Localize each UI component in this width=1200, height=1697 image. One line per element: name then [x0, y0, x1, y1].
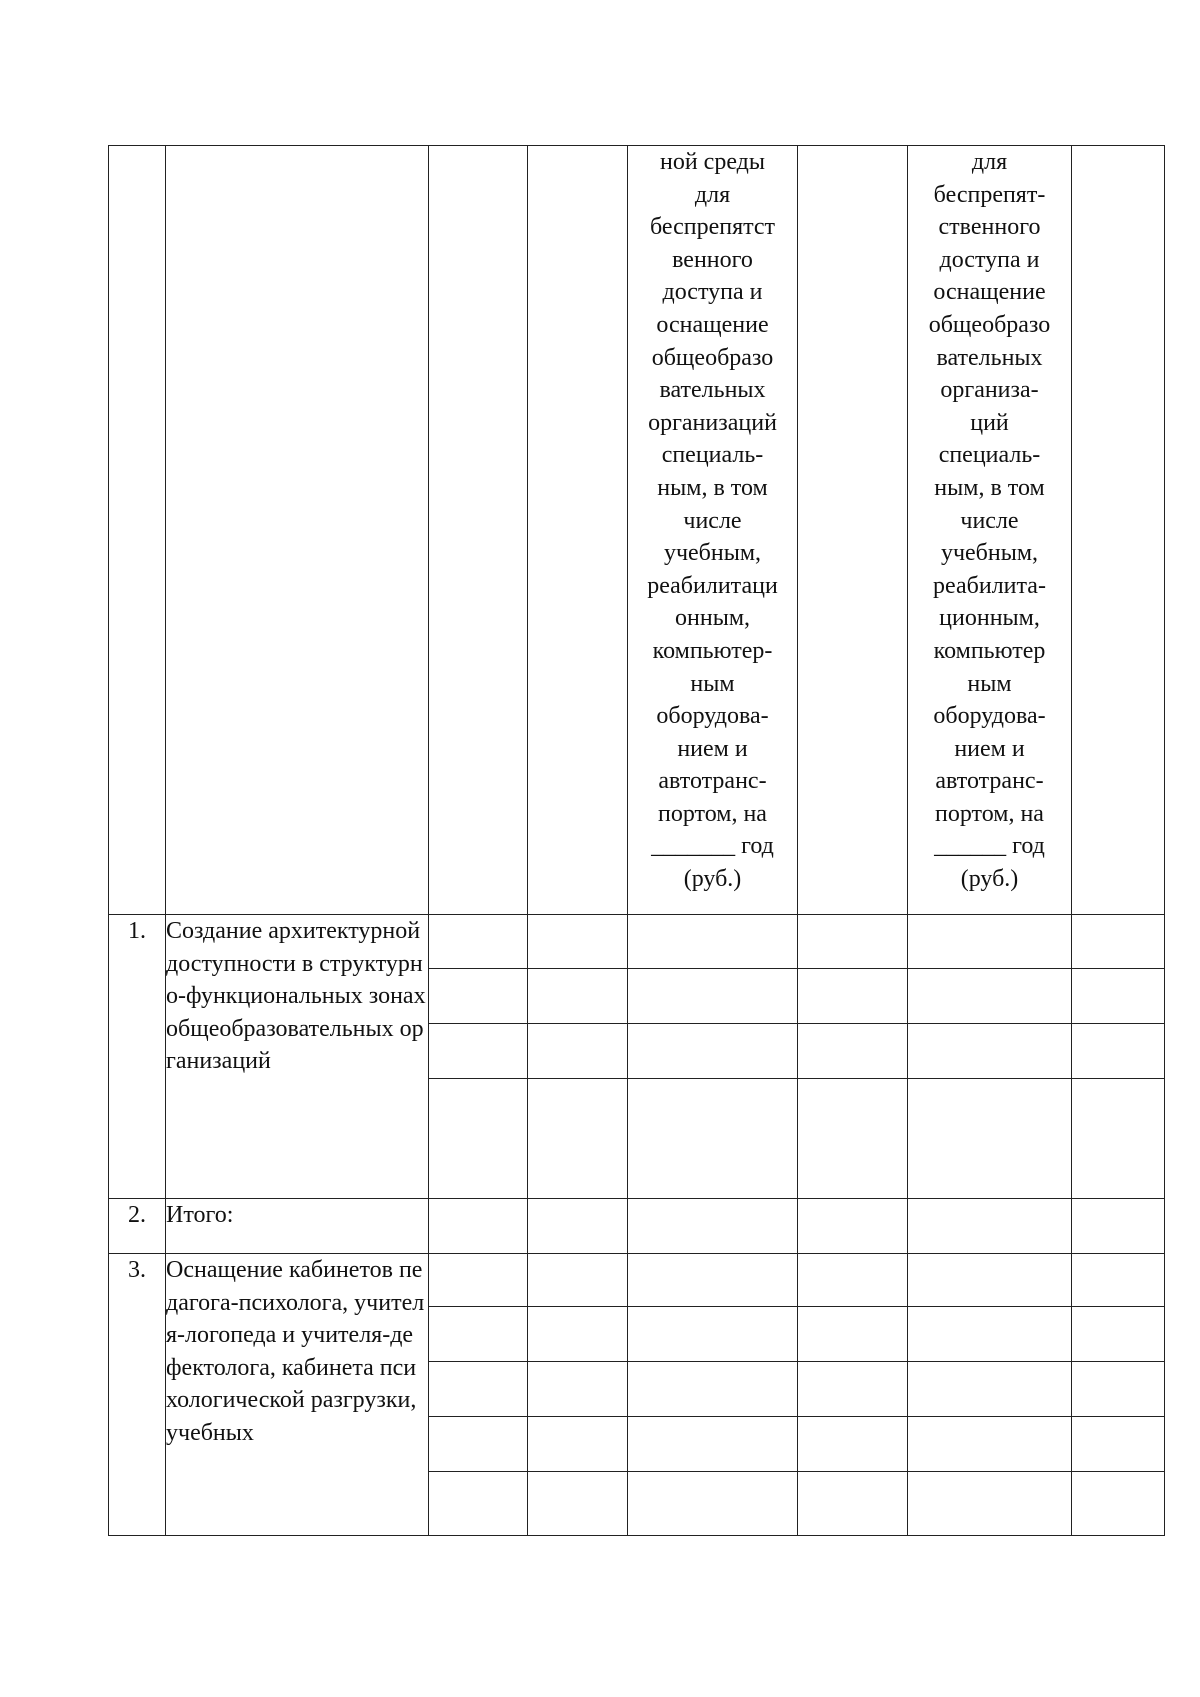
table-cell: [1072, 1417, 1165, 1472]
table-cell: [528, 1307, 628, 1362]
table-cell: [429, 1024, 528, 1079]
table-cell: [798, 969, 908, 1024]
table-cell: [908, 1079, 1072, 1199]
table-cell: [1072, 969, 1165, 1024]
table-cell: [628, 969, 798, 1024]
table-cell: [628, 1199, 798, 1254]
header-cell-5: ной среды для беспрепятст венного доступа и оснащение общеобразо вательных организаций специаль- ным, в том числе учебным, реабилитаци онным, компьютер- ным оборудова- нием и автотранс- портом, на _______ год (руб.): [628, 146, 798, 915]
table-cell: [798, 1254, 908, 1307]
row-label: Итого:: [166, 1199, 429, 1254]
table-cell: [429, 1362, 528, 1417]
header-cell-name: [166, 146, 429, 915]
table-cell: [429, 1199, 528, 1254]
table-cell: [908, 1472, 1072, 1536]
table-cell: [798, 1307, 908, 1362]
table-cell: [1072, 915, 1165, 969]
header-cell-4: [528, 146, 628, 915]
table-cell: [628, 1417, 798, 1472]
table-cell: [908, 1307, 1072, 1362]
row-number: 2.: [109, 1199, 166, 1254]
table-cell: [798, 1417, 908, 1472]
budget-table: [108, 145, 1165, 1536]
table-cell: [1072, 1079, 1165, 1199]
table-cell: [429, 1079, 528, 1199]
header-cell-6: [798, 146, 908, 915]
table-cell: [1072, 1199, 1165, 1254]
table-cell: [628, 1079, 798, 1199]
table-cell: [1072, 1254, 1165, 1307]
header-cell-number: [109, 146, 166, 915]
table-cell: [528, 1472, 628, 1536]
table-cell: [628, 1307, 798, 1362]
table-cell: [1072, 1472, 1165, 1536]
table-cell: [798, 915, 908, 969]
table-cell: [429, 915, 528, 969]
header-cell-8: [1072, 146, 1165, 915]
table-cell: [429, 1417, 528, 1472]
row-label: Оснащение кабинетов педагога-психолога, учителя-логопеда и учителя-дефектолога, кабинета психологической разгрузки, учебных: [166, 1254, 429, 1536]
table-cell: [798, 1472, 908, 1536]
table-cell: [908, 969, 1072, 1024]
table-cell: [1072, 1024, 1165, 1079]
table-cell: [908, 915, 1072, 969]
row-label: Создание архитектурной доступности в структурно-функциональных зонах общеобразовательных организаций: [166, 915, 429, 1199]
table-row: [109, 1199, 1165, 1254]
table-row: [109, 1254, 1165, 1307]
table-cell: [798, 1024, 908, 1079]
table-cell: [908, 1024, 1072, 1079]
table-cell: [798, 1362, 908, 1417]
table-cell: [528, 1362, 628, 1417]
table-cell: [528, 1417, 628, 1472]
table-cell: [908, 1199, 1072, 1254]
table-cell: [908, 1254, 1072, 1307]
table-cell: [429, 1254, 528, 1307]
table-cell: [628, 1472, 798, 1536]
row-number: 3.: [109, 1254, 166, 1536]
table-cell: [528, 915, 628, 969]
header-cell-3: [429, 146, 528, 915]
table-cell: [908, 1362, 1072, 1417]
header-cell-7: для беспрепят- ственного доступа и оснащение общеобразо вательных организа- ций специаль- ным, в том числе учебным, реабилита- ционным, компьютер ным оборудова- нием и автотранс- портом, на ______ год (руб.): [908, 146, 1072, 915]
table-cell: [528, 1199, 628, 1254]
table-cell: [908, 1417, 1072, 1472]
table-cell: [798, 1199, 908, 1254]
table-cell: [429, 1472, 528, 1536]
table-cell: [429, 969, 528, 1024]
header-row: [109, 146, 1165, 915]
table-cell: [628, 1254, 798, 1307]
row-number: 1.: [109, 915, 166, 1199]
table-cell: [528, 969, 628, 1024]
table-cell: [528, 1024, 628, 1079]
table-row: [109, 915, 1165, 969]
table-cell: [628, 1024, 798, 1079]
table-cell: [1072, 1362, 1165, 1417]
table-cell: [528, 1254, 628, 1307]
table-cell: [628, 915, 798, 969]
table-cell: [1072, 1307, 1165, 1362]
table-cell: [798, 1079, 908, 1199]
table-cell: [628, 1362, 798, 1417]
table-cell: [528, 1079, 628, 1199]
table-cell: [429, 1307, 528, 1362]
